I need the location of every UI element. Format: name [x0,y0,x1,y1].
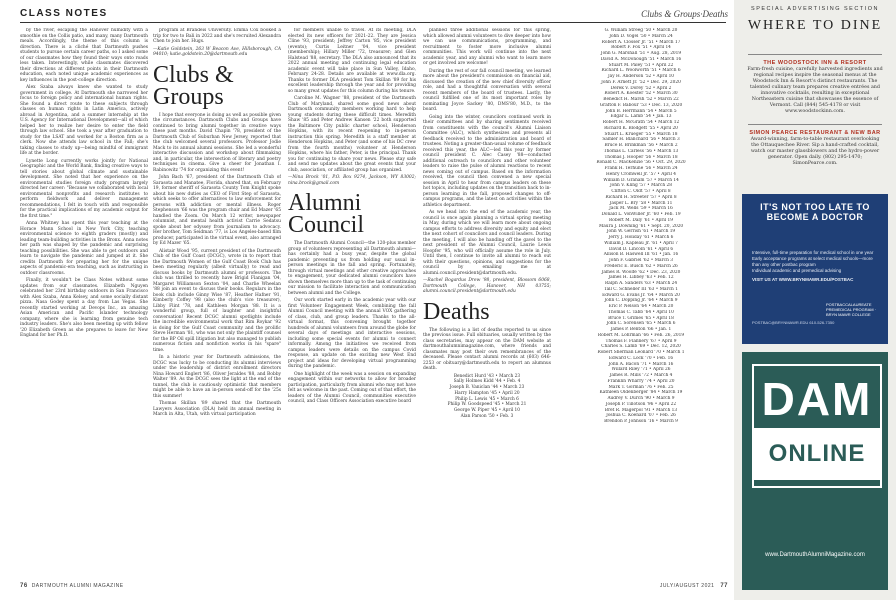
obituary-entry: Benedict Hurd '43 • March 23 [453,373,521,379]
obituary-entry: Jasper L. Bry '58 • March 11 [609,200,673,206]
header-rule [20,22,726,23]
obituary-entry: Robert F. Fox '51 • April 14 [611,45,671,51]
postbac-points [752,250,878,283]
obituary-entry: Edward G. Evans Jr. '64 • March 20 [602,292,680,298]
column-1 [20,28,148,578]
section-header-right: Clubs & Groups·Deaths [641,9,728,19]
obituary-entry: Robert M. Lohrman '66 • Feb. 26, 2019 [597,332,685,338]
body-paragraph: by the river, escaping the Hanover humidity with a smoothie on the Collis patio, and many, many Dartmouth meals. Accordingly, the theme of this column is direction. There is a cliché that Dartmouth pushes students to pursue certain career paths, so I asked some of our classmates how they found their ways onto roads less taken. Interestingly, while classmates discovered their directions at different points in their Dartmouth education, each noted unique academic experiences as key influences in the post-college direction. [20,28,148,83]
obituary-entry: Philip W. Goodspeed '45 • March 21 [447,402,527,408]
body-paragraph: for members unable to travel. At its meeting, DLA elected its new officers for 2021-22. They are Jessica Cline '93, president; Jeffrey Carton '85, vice president (events); Curtis Leitner '04, vice president (membership); Hillary Miller '72, treasurer; and Glen Halstead '88, secretary. The DLA also announced that its 2022 annual meeting and continuing legal education academic event will take place in Sun Valley, Idaho, February 24-28. Details are available at www.dla.org. Thanks to former DLA president Tom Skillan '89 for his excellent leadership through the year and for providing so many great updates for this column during his tenure. [288,28,416,94]
obituary-entry: Bret R. Magerpol '91 • March 13 [604,407,678,413]
obituary-entry: Robert H. McGrath '54 • March 12 [602,120,680,125]
obituary-entry: Joseph B. Vaniclan '44 • March 23 [449,385,525,390]
obituary-entry: William D. Graham '57 • March 14 [603,177,679,183]
obituary-entry: John C. Sorensen '65 • March 6 [606,321,676,327]
body-paragraph: Anna Whitney has spent this year teaching at the Horace Mann School in New York City, teaching environmental science to eighth graders (mostly) and leading team-building activities in the Bronx. Anna notes her path was shaped by the pandemic and surprising teaching possibilities. She was able to get outdoors and learn to navigate the pandemic and jumped at it. She credits Dartmouth for preparing her for the unique aspects of pandemic-era teaching, such as instructing in outdoor classrooms. [20,221,148,276]
body-paragraph: The Dartmouth Alumni Council—the 120-plus member group of volunteers representing all Dartmouth alumni—has certainly had a busy year, despite the global pandemic preventing us from holding our usual in-person meetings in the fall and spring. Fortunately, through virtual meetings and other creative approaches to engagement, your dedicated alumni councilors have shown themselves more than up to the task of continuing our mission to facilitate interaction and communication between alumni and the College. [288,241,416,296]
obituary-entry: Alan Parson '50 • Feb. 3 [460,413,514,419]
issue-date: JULY/AUGUST 2021 [659,583,715,589]
body-paragraph: Alex Szaba always knew she wanted to study government in college. At Dartmouth she narrowed her focus to foreign policy and international human rights. She found a direct route to these subjects through classes on human rights in Latin America, actively abroad in Argentina, and a summer internship at the U.S. Agency for International Development—all of which helped her to realize her desire to enter the field through law school. She took a year after graduation to study for the LSAT and worked for a Boston firm as a clerk. Now she attends law school in the Fall; she's taking classes to study up—being mindful of immigrant life at the border. [20,85,148,156]
obituary-entry: Mark T. Gorman '76 • Feb. 25 [608,384,674,390]
postbac-headline: IT'S NOT TOO LATE TO BECOME A DOCTOR [760,202,870,222]
obituary-entry: Robert Sherman Leonard '70 • March 1 [597,350,685,355]
obituary-entry: Sally Holmes Kidd '44 • Feb. 4 [453,379,521,385]
obituary-entry: Maura J. Downing '61 • Sept. 20, 2020 [598,223,684,229]
obituary-entry: Philip L. Lewis '45 • March 6 [455,396,519,402]
ad-sidebar [734,0,896,600]
obituary-entry: Franklin Wharry '74 • April 20 [607,378,675,384]
obituary-entry: Brendon P. Johnson '16 • March 9 [604,419,678,424]
obituary-entry: Kathleen Oldenberger '84 • March 19 [599,390,683,396]
obituary-entry: Thomas L. Carless '56 • March 13 [603,148,679,154]
obituary-entry: David A. McDonough '51 • March 16 [600,56,682,62]
listing-text: Award-winning, farm-to-table restaurant overlooking the Ottauquechee River. Sip a hand-crafted cocktail, watch our master glassblowers and the hydro-power generator. Open daily. (802) 295-1470; SimonPearce.com. [750,137,880,166]
dam-url-link[interactable]: www.DartmouthAlumniMagazine.com [765,552,865,558]
obituary-entry: Stuart M. Paley '51 • April 22 [608,62,674,68]
obituary-entry: William J. Kapleau Jr. '61 • April 7 [604,240,678,246]
obituary-entry: Clifton C. Oldt '57 • April 8 [611,189,671,194]
postbac-point: Intensive, full-time preparation for medical school in one year [752,250,874,255]
obituary-entry: Frank H. Terhune '56 • March 24 [604,166,678,171]
obituary-entry: George W. Piper '45 • April 10 [453,408,521,413]
obituary-entry: Audrey V. Durch '90 • March 9 [607,396,675,401]
body-paragraph: John Bach '67, president of the Dartmouth Club of Sarasota and Manatee, Florida, shared that, on February 19, former sheriff of Sarasota County Tom Knight spoke about his new duties as CEO of First Step of Sarasota, which seeks to offer alternatives to law enforcement for persons with addiction or mental illness. Roger Stephenson '66 was the program chair and Ed Mazer '65 handled the Zoom. On March 12 writer, newspaper columnist, and mental health activist Carrie Sedatsu spoke about her odyssey from journalism to advocacy. Her brother, Tom Seidman '77, is Los Angeles-based film producer, participated in the virtual event, also arranged by Ed Mazer '65. [153,175,281,246]
listing-name: SIMON PEARCE RESTAURANT & NEW BAR [749,130,881,136]
body-paragraph: In a historic year for Dartmouth admissions, the DCGC was lucky to be conducting its alumni interviews under the leadership of district enrollment directors Nina Howard Englert '86, Oliver Jeraldes '88, and Bobby Walter '89. As the DCGC sees the light at the end of the tunnel, the club is cautiously optimistic that members might be able to have an in-person send-off for the '25s this summer! [153,355,281,399]
dam-logo: DAM [761,373,873,425]
obituary-entry: Thomas J. Hooper '56 • March 18 [604,154,678,160]
obituary-entry: John V. Kling '57 • March 28 [609,183,673,189]
magazine-name: DARTMOUTH ALUMNI MAGAZINE [31,583,124,589]
page-number-left: 76 [20,583,28,589]
ad-listing-simon-pearce [746,130,884,167]
obituary-entry: James H. Libbey '63 • Feb. 12 [608,275,674,281]
obituary-list [556,28,726,578]
obituary-entry: Tall C. Schneller III '63 • March 1 [604,286,678,292]
body-paragraph: During the rest of our fall council meeting, we learned more about the president's commission on financial aid, discussed the creation of the new chief diversity officer role, and had a thoughtful conversation with several recent members of the board of trustees. Lastly, the council fulfilled one of its most important roles by nominating Joyce Sackey '80, DMS'80, M.D., to the board. [423,68,551,112]
obituary-entry: Stuart L. Krueger '55 • March 18 [604,131,678,137]
dam-online-ad[interactable] [742,352,888,590]
obituary-entry: Willard Riley '71 • April 26 [611,367,671,373]
ad-kicker: SPECIAL ADVERTISING SECTION [751,6,879,12]
column-4 [423,28,551,578]
ad-title: WHERE TO DINE [747,18,883,33]
online-label: ONLINE [754,428,880,480]
obituary-entry: Bruce B. Brinkman '56 • March 2 [604,143,678,148]
obituary-entry: John B. Herrmann '54 • March 5 [605,108,677,114]
obituary-entry: David D. Lincoln '61 • April 6 [608,246,674,252]
obituary-entry: Bruce T. Grimes '65 • April 18 [608,315,674,321]
obituary-list-start [423,374,551,420]
obituary-entry: John W. Gerrish '61 • March 19 [606,229,676,235]
obituary-entry: Samler H. Blanchard '56 • March 3 [602,137,680,143]
alumni-council-title: Alumni Council [288,190,364,238]
obituary-entry: John D. Vogel '50 • March 24 [609,33,673,39]
obituary-entry: Richard K. Blodgett '55 • April 20 [604,125,678,131]
ad-divider [748,54,882,55]
obituary-entry: Derek V. Dorey '52 • April 2 [610,85,672,91]
obituary-entry: John A. Bacon '71 • March 16 [608,361,674,367]
postbac-contact: POSTBAC@BRYNMAWR.EDU 610-526-7350 [752,320,835,325]
page-number-right: 77 [720,583,728,589]
ad-listing-woodstock [746,60,884,115]
postbac-point: Individual academic and premedical advising [752,268,842,273]
obituary-entry: Robert A. Closser Jr. '51 • March 17 [601,39,681,45]
obituary-entry: G. William Streeg '50 • March 20 [604,28,678,33]
listing-name: THE WOODSTOCK INN & RESORT [763,60,867,66]
body-paragraph: Thomas Skillan '89 shared that the Dartmouth Lawyers Association (DLA) held its annual meeting in March in Alta, Utah, with virtual participation [153,401,281,417]
obituary-entry: Frederic E. Busch '62 • March 26 [604,263,678,269]
obituary-entry: James R. Woolfe '62 • Dec. 23, 2020 [601,269,681,275]
body-paragraph: I hope that everyone is doing as well as possible given the circumstances. Dartmouth Clubs and Groups have continued to bring alumni together in creative ways these past months. David Chapin '78, president of the Dartmouth Club of Suburban New Jersey, reported that the club welcomed several professors. Professor Jodie Mack to its annual alumni sessions. She led a wonderful interactive discussion and workshop about filmmaking and, in particular, the intersection of literary and poetry techniques in cinema. Give a cheer for Jonathan I. Rabinowitz '74 for organizing this event! [153,112,281,173]
obituary-entry: John F. Arnett Jr. '52 • Dec. 29, 2020 [601,79,681,85]
obituary-entry: Charles S. Lamb '69 • Dec. 12, 2020 [601,344,681,350]
body-paragraph: As we head into the end of the academic year, the council is once again planning a virtual spring meeting in May, during which we will learn more about ongoing campus efforts to address diversity and equity and elect the next cohort of councilors and council leaders. During the meeting, I will also be handing off the gavel to the next president of the Alumni Council, Laurie Lewis Hoopfer '95, who will officially assume the role in July. Until then, I continue to invite all alumni to reach out with their questions, opinions, and suggestions for the council by emailing me at alumni.council.president@dartmouth.edu. [423,210,551,276]
obituary-entry: Richard L. Woolworth '51 • March 6 [601,68,681,74]
obituary-entry: James R. Mills '72 • March 4 [609,373,673,378]
body-paragraph: program at Brandeis University. Emma Cox booked a trip for two to Bali in 2022 and she's recruited Alexandra Chen to join her. Hugs. [153,28,281,44]
body-paragraph: One highlight of the week was a session on expanding engagement within our networks to allow for broader participation, particularly from alumni who may not have felt as welcome in the past. Coming out of that effort, the leaders of the Alumni Council, communities executive council, and Class Officers Association executive board [288,371,416,404]
footer-right [600,583,728,589]
bryn-mawr-logo: POSTBACCALAUREATE PREMEDICAL PROGRAM · BRYN MAWR COLLEGE [826,302,877,317]
obituary-entry: Donald L. VonWiller Jr. '60 • Feb. 19 [601,212,681,217]
clubs-groups-title: Clubs & Groups [153,61,234,110]
postbac-ad[interactable] [742,194,888,344]
obituary-entry: Robert M. Daly '61 • April 19 [609,217,673,223]
council-signoff: —Rachel Bogardus Drew '98, president, Blossom 6068, Dartmouth College, Hanover, NH 03755; alumni.council.president@dartmouth.edu [423,278,551,294]
deaths-title: Deaths [423,298,490,325]
deaths-intro: The following is a list of deaths reported to us since the previous issue. Full obituaries, usually written by the class secretaries, may appear on the DAM website at dartmouthalumnimagazine.com, where friends and classmates may post their own remembrances of the deceased. Please contact alumni records at (603) 646-2253 or obituary@dartmouth.edu to report an alumnus death. [423,327,551,371]
listing-text: Farm-fresh cuisine, carefully harvested ingredients and regional recipes inspire the seasonal menus at the Woodstock Inn & Resort's distinct restaurants. The talented culinary team prepares creative entrées and innovative cocktails, resulting in exceptional Northeastern cuisine that showcases the essence of Vermont. Call (844) 545-4178 or visit www.woodstockinn.com. [747,67,883,114]
obituary-entry: Henry Cromwell Jr. '57 • April 4 [606,171,676,177]
obituary-entry: Edward C. Lock '70 • Feb. 16 [608,355,674,361]
body-paragraph: Caroline M. Wagner '88, president of the Dartmouth Club of Maryland, shared some good news about Dartmouth community members working hard to help young students during these difficult times. Meredith Shaw '85 and Peter Andrew Kansen '22 both supported the Baltimore City public charter school, Henderson Hopkins, with its recent reopening to in-person instruction this spring. Meredith is a staff member at Henderson Hopkins, and Peter (and some of his DC crew from the fourth months) volunteer at Henderson Hopkins, where his father, Peter, is the principal. Thank you for continuing to share your news. Please stay safe and send me updates about the great events that your club, association, or affiliated group has organized. [288,96,416,173]
footer-left [20,583,124,589]
obituary-entry: James P. Benton '66 • Jan. 1 [610,327,672,332]
obituary-entry: Harry Hampton '45 • April 20 [454,390,520,396]
obituary-entry: Joseph P. Tillotson '96 • April 22 [605,401,677,407]
body-paragraph: planned three additional sessions for this spring, which allowed alumni volunteers to dive deeper into how we can use communications, programming, and recruitment to foster more inclusive alumni communities. This work will continue into the next academic year, and any alumni who want to learn more or get involved are welcome! [423,28,551,66]
obituary-entry: Jerry J. Holiday '61 • March 6 [608,235,674,240]
body-paragraph: Lynette Long currently works jointly for National Geographic and the World Bank, finding creative ways to tell stories about global climate and sustainable development. She noted that her experience on the environmental studies foreign study program largely directed her career: "Because we collaborated with local environmental nonprofits and research institutes to perform fieldwork and deliver management recommendations, I felt in touch with and responsible for the practical implications of my academic output for the first time." [20,158,148,219]
class-signoff: —Katie Goldstein, 263 W Beacon Ave, Hillsborough, CA 94010; katie.goldstein.20@dartmouth.edu [153,46,281,57]
column-2 [153,28,281,578]
obituary-entry: Benedict H. Marsh '52 • March 22 [603,97,679,102]
clubs-signoff: —Nina Brock '01, P.O. Box 9274, Jackson, WY 83002; nina.brock@gmail.com [288,175,416,186]
obituary-entry: Jack M. Wells '59 • March 16 [609,206,673,212]
obituary-entry: John G. Marshall '51 • Aug. 28, 2019 [600,51,682,56]
dam-logo-box [752,364,882,488]
obituary-entry: Allison B. Haswell III '61 • Jan. 16 [603,252,679,258]
obituary-entry: Edgar L. Lamb '54 • Jan. 13 [610,114,672,120]
obituary-entry: Richard H. Streeter '57 • April 8 [605,194,677,200]
obituary-entry: Thomas C. Tabb '64 • April 10 [608,309,674,315]
ad-divider [748,124,882,125]
obituary-entry: Grafton F. Babour '53 • Dec. 13, 2020 [599,102,683,108]
obituary-entry: Ronald C. MacKenzie '56 • Oct. 29, 2020 [596,160,686,166]
body-paragraph: Our work started early in the academic year with our first Volunteer Engagement Week, combining the fall Alumni Council meeting with the annual VOX gathering of class, club, and group leaders. Thanks to the all-virtual format, this convening brought together hundreds of alumni volunteers from around the globe for several days of meetings and interactive sessions, including some special events for alumni to connect informally. Among the initiatives we received from campus leaders were details on the campus Covid response, an update on the exciting new West End project and ideas for developing virtual programming during the pandemic. [288,298,416,369]
body-paragraph: Finally, it wouldn't be Class Notes without some updates from our classmates. Elizabeth Nguyen celebrated her 23rd birthday outdoors in San Francisco with Alex Szaba, Anna Kelsey, and some socially distant pizza. Nasa Godey spent a day from Las Vegas. She recently started working at Devops Inc., an amazing Asian American and Pacific Islander technology company, where she is learning from genuine tech industry leaders. She's also been meeting up with fellow '20 Elizabeth Green as she prepares to leave for New England for her Ph.D. [20,278,148,338]
section-header: CLASS NOTES [20,8,108,19]
obituary-entry: Ralph A. Sanders '63 • March 24 [604,281,678,286]
body-paragraph: Going into the winter, councilors continued work in their committees and by sharing sentiments received from constituents with the council's Alumni Liaison Committee (ALC), which synthesizes and presents all feedback received to the administration and board of trustees. Noting a greater-than-usual volume of feedback received this year, the ALC—led this year by former council president C. Alec Casey '88—conducted additional outreach to councilors and other volunteer leaders to raise the pulse of alumni reactions to recent news coming out of campus. Based on the information received, the council then convened a new special session in April to hear from campus leaders on these hot topics, including updates on the transition back to in-person learning in the fall, proposed changes to off-campus programs, and the latest on activities within the athletics department. [423,114,551,208]
postbac-point: Early acceptance programs at select medical schools—more than any other postbac program [752,256,873,267]
obituary-entry: Robert A. Koester '52 • March 30 [604,91,678,97]
column-3 [288,28,416,578]
obituary-entry: John C. Dopping Jr. '64 • March 9 [604,298,678,304]
obituary-entry: Thomas F. Flannery '67 • April 9 [605,338,677,344]
obituary-entry: Jay H. Anderson '52 • April 10 [607,74,675,79]
obituary-entry: Joshua C. Koenard '07 • Feb. 26 [606,413,676,419]
body-paragraph: Alistair Wood '95, current president of the Dartmouth Club of the Gulf Coast (DCGC), wrote in to report that the Dartmouth Women of the Gulf Coast Book Club has been meeting regularly (albeit virtually) to read and discuss books by Dartmouth alumni or professors. The club was thrilled to recently have Brigid Flanigan '04, Margaret Williamson Sexton '04, and Charlie Wheelan '88 join an event to discuss their books. Regulars in the book club include Ginny Wise '87, Heather Hafner '91, Kimberly Coffey '98 (also the club's vice treasurer), Libby Flint '78, and Kathleen Morgan '88. It is a wonderful group, full of laughter and insightful conversation! Recent DCGC alumni spotlights include the incredible environmental work that Rim Roykar '92 is doing for the Gulf Coast community and the prolific Steve Herman '81, who was not only the plaintiff counsel for the BP Oil spill litigation but also managed to publish numerous fiction and nonfiction works in his "spare" time. [153,248,281,353]
obituary-entry: Eric P. Nelson '64 • March 20 [608,304,674,309]
obituary-entry: John F. Gabriel '62 • March 3 [609,258,673,263]
postbac-web: VISIT US AT WWW.BRYNMAWR.EDU/POSTBAC [752,277,854,282]
